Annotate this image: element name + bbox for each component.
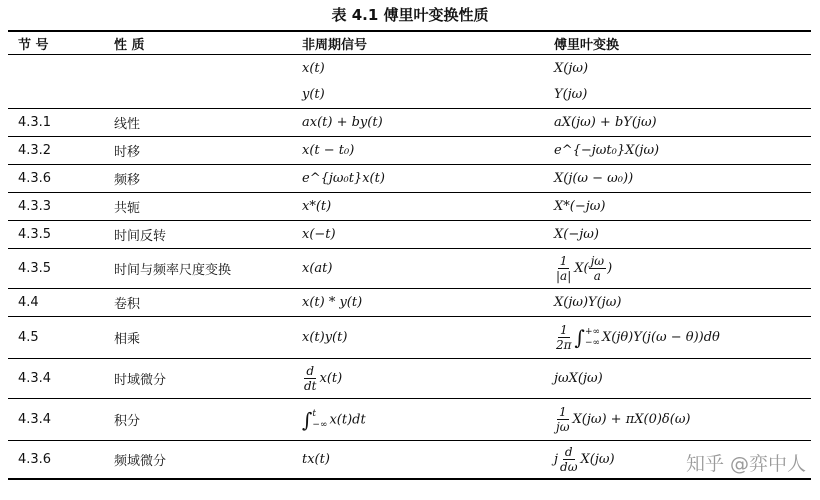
- signal-cell: e^{jω₀t}x(t): [292, 165, 544, 193]
- transform-cell: X(jω): [554, 60, 589, 76]
- transform-cell: jωX(jω): [544, 359, 811, 399]
- fourier-properties-table: [8, 30, 811, 480]
- transform-cell: X*(−jω): [544, 193, 811, 221]
- section-cell: 4.3.3: [8, 193, 104, 221]
- section-cell: [8, 55, 104, 82]
- section-cell: 4.3.5: [8, 249, 104, 289]
- section-cell: 4.3.4: [8, 399, 104, 441]
- table-row: [8, 193, 811, 221]
- transform-cell: X(−jω): [544, 221, 811, 249]
- transform-cell: j $\frac{d}{d\omega}$ X(jω): [544, 441, 811, 479]
- signal-cell: x(t): [302, 60, 325, 76]
- section-cell: 4.5: [8, 317, 104, 359]
- header-property: 性 质: [104, 31, 292, 55]
- table-caption: 表 4.1 傅里叶变换性质: [331, 6, 489, 24]
- table-row: [8, 399, 811, 441]
- header-section: 节 号: [8, 31, 104, 55]
- signal-cell: x(at): [292, 249, 544, 289]
- property-cell: 线性: [104, 109, 292, 137]
- signal-cell: ax(t) + by(t): [292, 109, 544, 137]
- table-row: [8, 82, 811, 109]
- property-cell: 时移: [104, 137, 292, 165]
- transform-cell: $\frac{1}{|a|}$ X( $\frac{j\omega}{a}$ ): [544, 249, 811, 289]
- table-row: [8, 221, 811, 249]
- property-cell: [104, 82, 292, 109]
- table-row: [8, 289, 811, 317]
- property-cell: 共轭: [104, 193, 292, 221]
- section-cell: 4.3.6: [8, 441, 104, 479]
- section-cell: 4.3.5: [8, 221, 104, 249]
- transform-cell: X(j(ω − ω₀)): [544, 165, 811, 193]
- header-row: [8, 31, 811, 55]
- signal-cell: x(t) * y(t): [292, 289, 544, 317]
- table-row: [8, 317, 811, 359]
- signal-cell: x(t)y(t): [292, 317, 544, 359]
- signal-cell: x(t − t₀): [292, 137, 544, 165]
- table-row: [8, 359, 811, 399]
- transform-cell: X(jω)Y(jω): [544, 289, 811, 317]
- table-row: [8, 165, 811, 193]
- section-cell: 4.4: [8, 289, 104, 317]
- header-signal: 非周期信号: [292, 31, 544, 55]
- signal-cell: $\frac{d}{dt}$ x(t): [292, 359, 544, 399]
- section-cell: 4.3.6: [8, 165, 104, 193]
- property-cell: 时间与频率尺度变换: [104, 249, 292, 289]
- transform-cell: aX(jω) + bY(jω): [544, 109, 811, 137]
- property-cell: 卷积: [104, 289, 292, 317]
- property-cell: 时域微分: [104, 359, 292, 399]
- section-cell: 4.3.2: [8, 137, 104, 165]
- table-row: [8, 55, 811, 82]
- property-cell: 频移: [104, 165, 292, 193]
- signal-cell: x(−t): [292, 221, 544, 249]
- property-cell: 相乘: [104, 317, 292, 359]
- property-cell: [104, 55, 292, 82]
- table-row: [8, 137, 811, 165]
- table-row: [8, 109, 811, 137]
- transform-cell: e^{−jωt₀}X(jω): [544, 137, 811, 165]
- property-cell: 积分: [104, 399, 292, 441]
- transform-cell: $\frac{1}{2\pi}$ ∫ +∞ −∞ X(jθ)Y(j(ω − θ))dθ: [544, 317, 811, 359]
- section-cell: 4.3.1: [8, 109, 104, 137]
- section-cell: 4.3.4: [8, 359, 104, 399]
- section-cell: [8, 82, 104, 109]
- signal-cell: y(t): [292, 82, 544, 109]
- watermark: 知乎 @弈中人: [685, 453, 806, 475]
- transform-cell: Y(jω): [544, 82, 811, 109]
- signal-cell: x*(t): [292, 193, 544, 221]
- transform-cell: $\frac{1}{j\omega}$ X(jω) + πX(0)δ(ω): [544, 399, 811, 441]
- signal-cell: tx(t): [292, 441, 544, 479]
- table-row: [8, 249, 811, 289]
- property-cell: 时间反转: [104, 221, 292, 249]
- property-cell: 频域微分: [104, 441, 292, 479]
- signal-cell: ∫ t −∞ x(t)dt: [292, 399, 544, 441]
- header-transform: 傅里叶变换: [544, 31, 811, 55]
